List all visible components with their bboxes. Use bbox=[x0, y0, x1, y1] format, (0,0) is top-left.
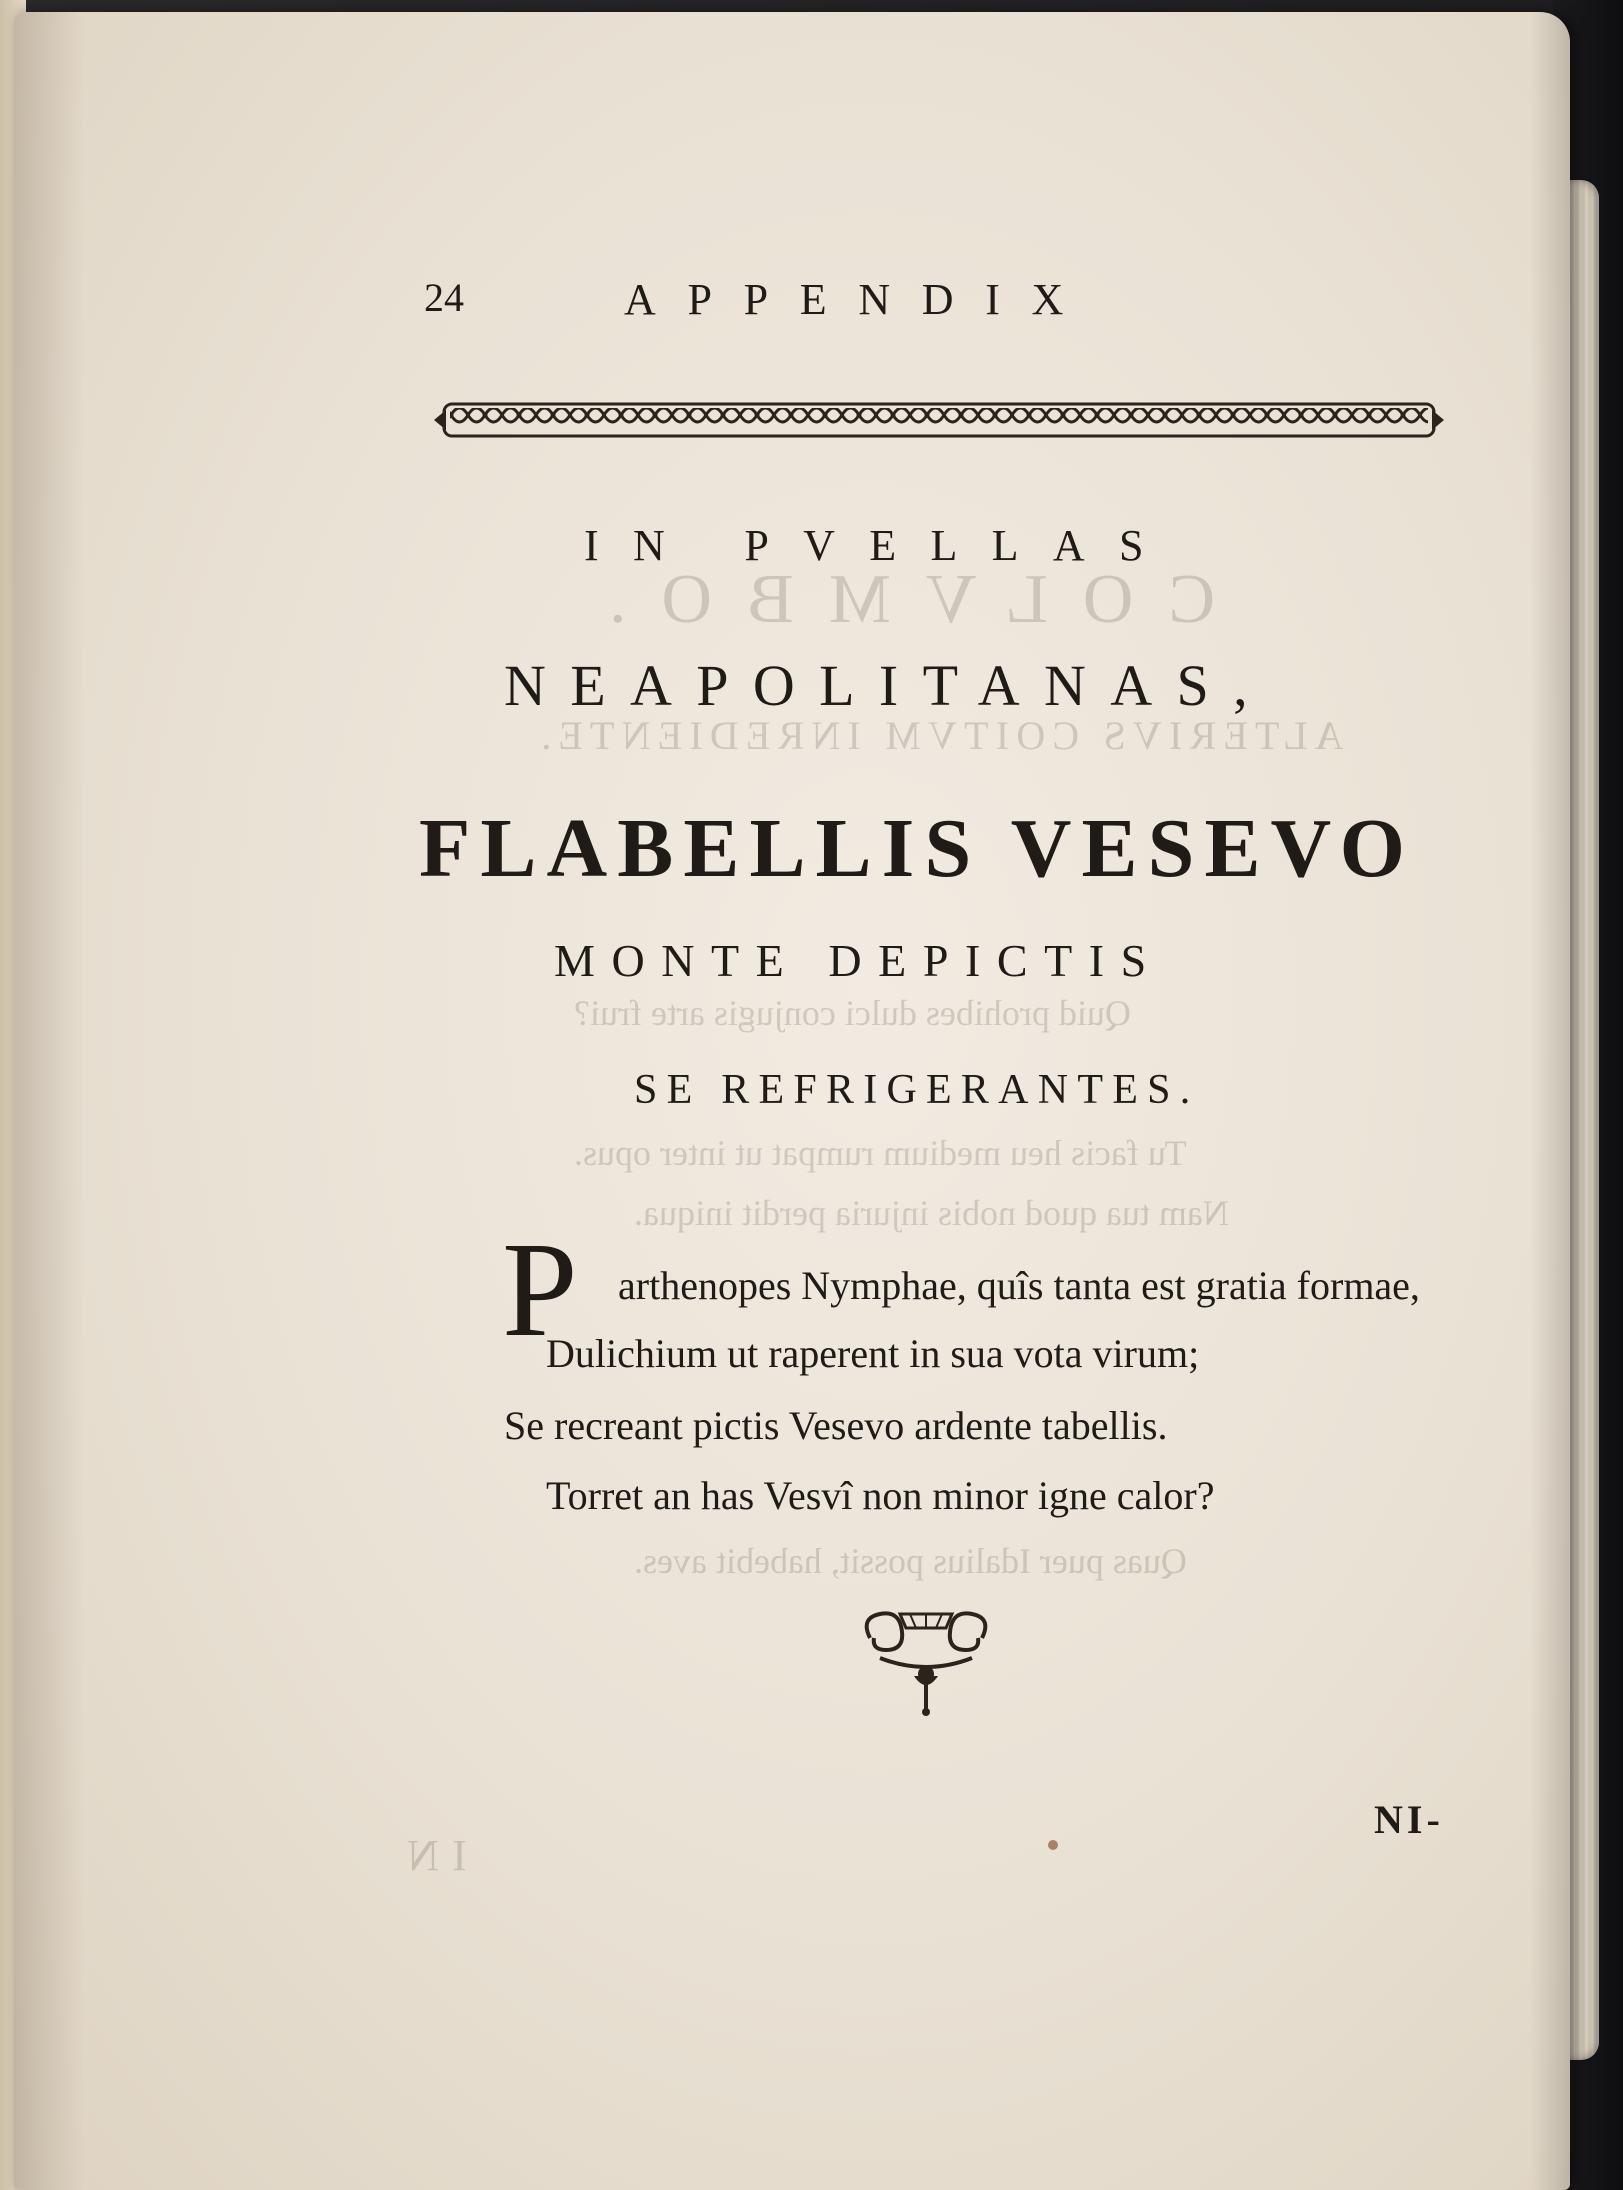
catchword: NI- bbox=[1374, 1797, 1444, 1842]
ornament-rule bbox=[434, 398, 1444, 442]
tailpiece-ornament bbox=[850, 1598, 1002, 1718]
page-gutter-shadow bbox=[14, 12, 84, 2190]
show-through-heading: COLVMBO. bbox=[574, 561, 1216, 638]
show-through-subheading: ALTERIVS COITVM INREDIENTE. bbox=[534, 713, 1344, 758]
title-line-4: MONTE DEPICTIS bbox=[554, 935, 1163, 986]
page-number: 24 bbox=[424, 275, 464, 320]
drop-cap: P bbox=[502, 1215, 578, 1365]
verse-line-4: Torret an has Vesvî non minor igne calor? bbox=[546, 1473, 1215, 1518]
show-through-verse: Quas puer Idalius possit, habebit aves. bbox=[634, 1541, 1187, 1581]
show-through-verse: Nam tua quod nobis injuria perdit iniqua. bbox=[634, 1193, 1229, 1233]
verse-line-1: arthenopes Nymphae, quîs tanta est gratia formae, bbox=[618, 1263, 1420, 1308]
title-line-1: IN PVELLAS bbox=[584, 521, 1178, 570]
running-head: APPENDIX bbox=[624, 275, 1096, 324]
title-line-2: NEAPOLITANAS, bbox=[504, 653, 1272, 718]
book-page bbox=[14, 12, 1570, 2190]
show-through-verse: Quid prohibes dulci conjugis arte frui? bbox=[574, 993, 1131, 1033]
show-through-verse: Tu facis heu medium rumpat ut inter opus. bbox=[574, 1133, 1187, 1173]
title-line-3: FLABELLIS VESEVO bbox=[419, 802, 1416, 895]
verse-line-2: Dulichium ut raperent in sua vota virum; bbox=[546, 1331, 1200, 1376]
show-through-catchword: IN bbox=[394, 1831, 467, 1880]
verse-line-3: Se recreant pictis Vesevo ardente tabellis. bbox=[504, 1403, 1168, 1448]
page-edge-shadow bbox=[1530, 12, 1570, 2190]
title-line-5: SE REFRIGERANTES. bbox=[634, 1067, 1200, 1113]
foxing-spot bbox=[1048, 1840, 1058, 1850]
